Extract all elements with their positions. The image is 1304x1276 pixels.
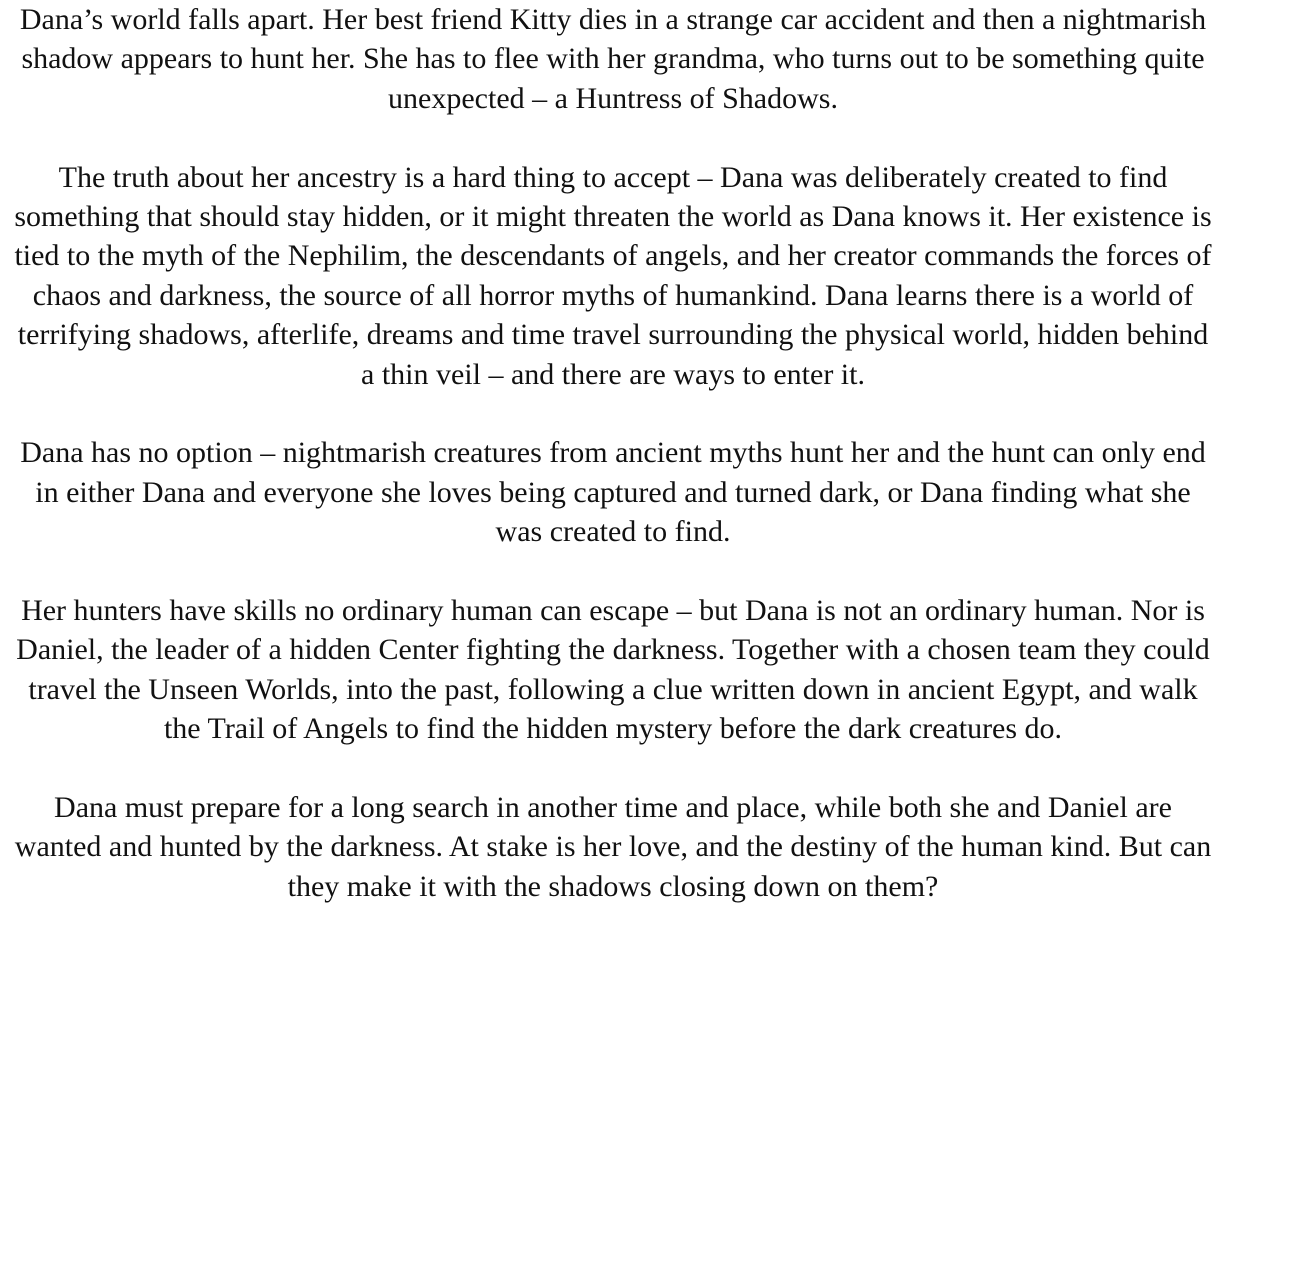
paragraph-spacer <box>14 749 1212 788</box>
blurb-paragraph-1: Dana’s world falls apart. Her best friend Kitty dies in a strange car accident and then a nightmarish shadow appears to hunt her. She has to flee with her grandma, who turns out to be something quite unexpected – a Huntress of Shadows. <box>19 3 1207 115</box>
blurb-paragraph-5: Dana must prepare for a long search in another time and place, while both she and Daniel are wanted and hunted by the darkness. At stake is her love, and the destiny of the human kind. But can they make it with the shadows closing down on them? <box>14 791 1212 903</box>
blurb-paragraph-2: The truth about her ancestry is a hard thing to accept – Dana was deliberately created to find something that should stay hidden, or it might threaten the world as Dana knows it. Her existence is tied to the myth of the Nephilim, the descendants of angels, and her creator commands the forces of chaos and darkness, the source of all horror myths of humankind. Dana learns there is a world of terrifying shadows, afterlife, dreams and time travel surrounding the physical world, hidden behind a thin veil – and there are ways to enter it. <box>14 160 1212 391</box>
paragraph-spacer <box>14 552 1212 591</box>
paragraph-spacer <box>14 394 1212 433</box>
paragraph-spacer <box>14 118 1212 157</box>
blurb-paragraph-4: Her hunters have skills no ordinary human can escape – but Dana is not an ordinary human. Nor is Daniel, the leader of a hidden Center fighting the darkness. Together with a chosen team they could travel the Unseen Worlds, into the past, following a clue written down in ancient Egypt, and walk the Trail of Angels to find the hidden mystery before the dark creatures do. <box>16 594 1210 746</box>
blurb-paragraph-3: Dana has no option – nightmarish creatures from ancient myths hunt her and the hunt can only end in either Dana and everyone she loves being captured and turned dark, or Dana finding what she was created to find. <box>20 436 1206 549</box>
book-blurb <box>14 0 1212 906</box>
